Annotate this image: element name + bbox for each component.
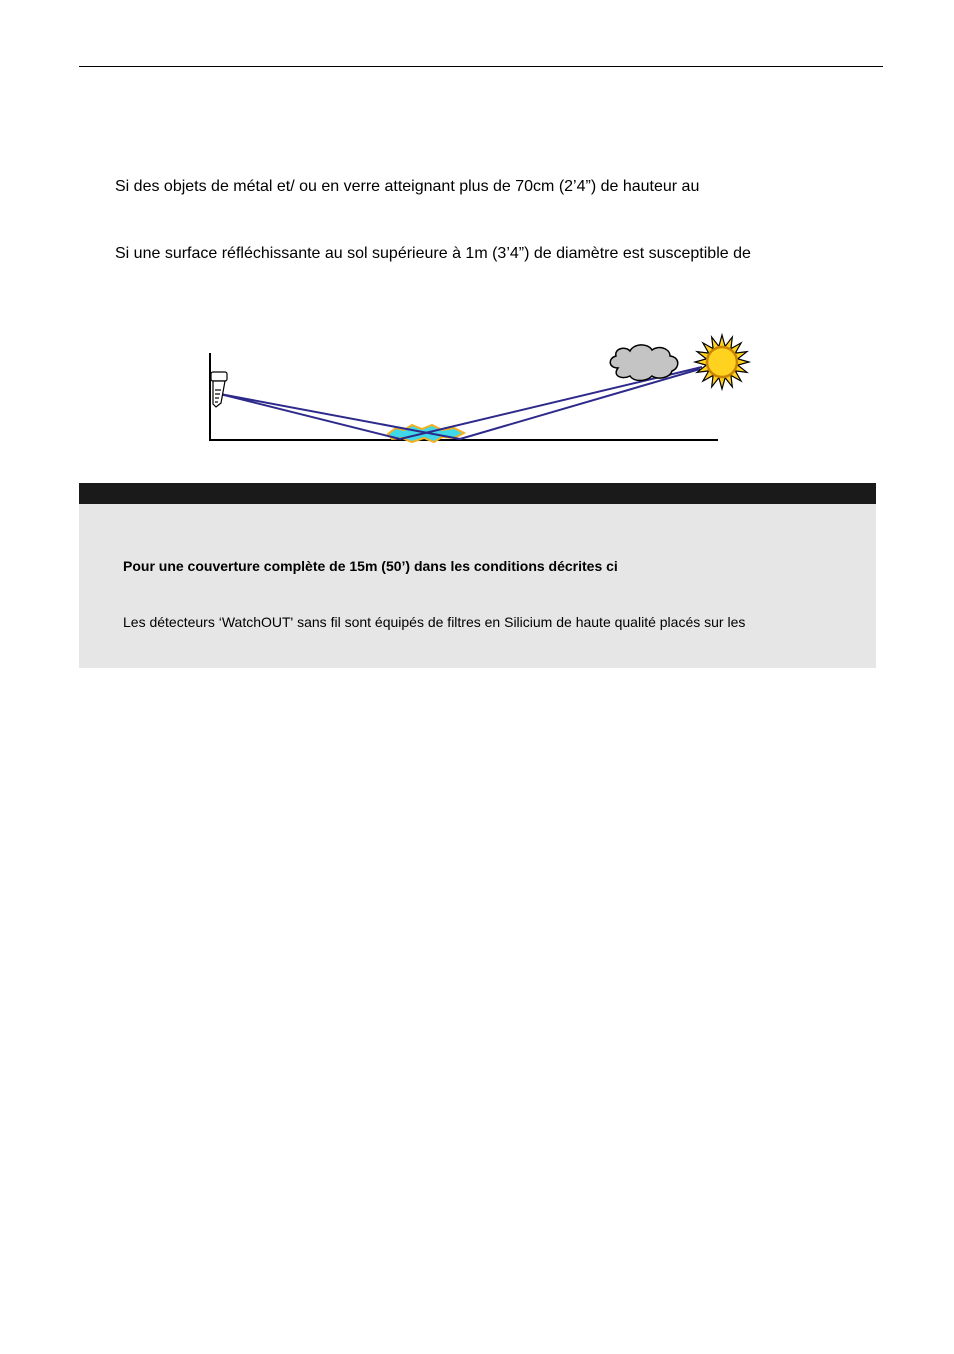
detector-icon [211,372,227,407]
note-header-bar [79,483,876,504]
beam-lines [220,367,702,439]
sun-icon [695,335,749,389]
note-filters-line: Les détecteurs ‘WatchOUT' sans fil sont équipés de filtres en Silicium de haute qualité placés sur les [123,614,746,630]
reflection-diagram [190,320,770,460]
cloud-icon [610,345,678,381]
note-coverage-line: Pour une couverture complète de 15m (50’) dans les conditions décrites ci [123,558,618,574]
note-box [79,483,876,668]
header-rule [79,66,883,67]
paragraph-reflective-surface: Si une surface réfléchissante au sol supérieure à 1m (3’4”) de diamètre est susceptible de [115,245,751,262]
paragraph-metal-objects: Si des objets de métal et/ ou en verre atteignant plus de 70cm (2’4”) de hauteur au [115,178,700,195]
